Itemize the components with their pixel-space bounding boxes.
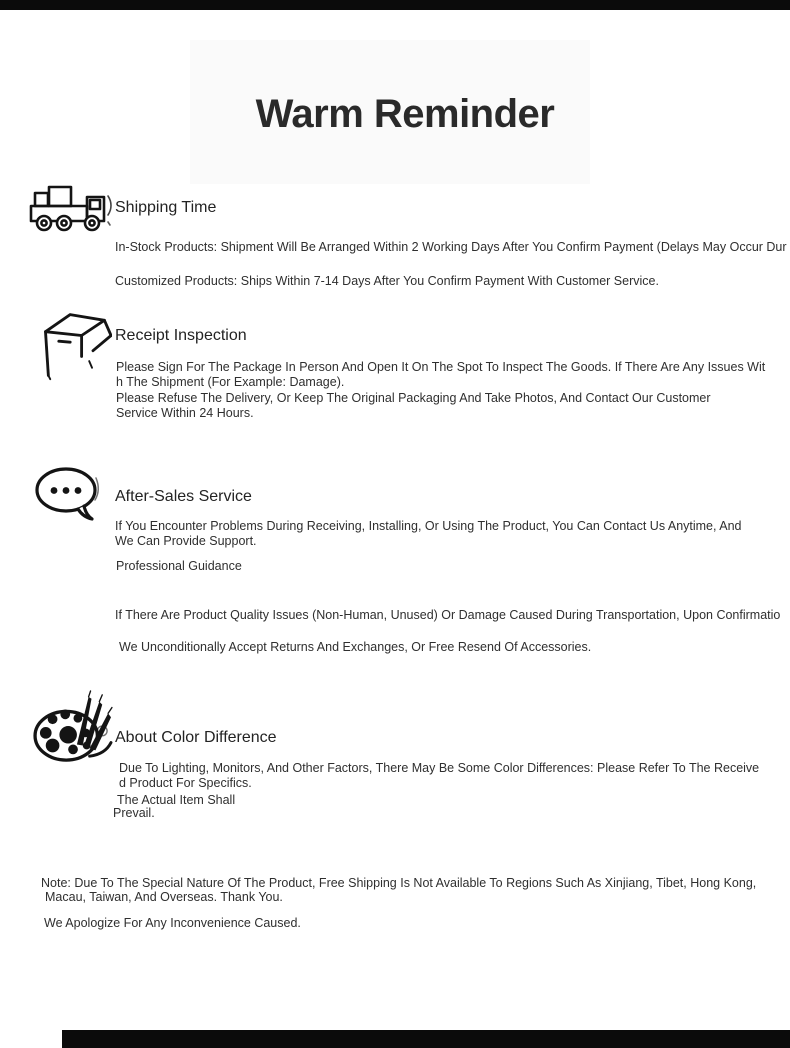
- footer-apology-line: We Apologize For Any Inconvenience Caused.: [44, 916, 301, 930]
- paint-palette-icon: [33, 690, 115, 764]
- color-difference-text-line: d Product For Specifics.: [119, 776, 252, 790]
- color-difference-text-line: Due To Lighting, Monitors, And Other Factors, There May Be Some Color Differences: Please Refer To The Receive: [119, 761, 760, 775]
- section-heading-after-sales-service: After-Sales Service: [115, 488, 252, 505]
- after-sales-text-line: We Can Provide Support.: [115, 534, 257, 548]
- shipping-time-text-line: In-Stock Products: Shipment Will Be Arranged Within 2 Working Days After You Confirm Payment (Delays May Occur Dur: [115, 240, 787, 254]
- delivery-truck-icon: [28, 182, 112, 234]
- after-sales-text-line: If You Encounter Problems During Receiving, Installing, Or Using The Product, You Can Contact Us Anytime, And: [115, 519, 742, 533]
- top-black-bar: [0, 0, 790, 10]
- footer-note-line: Note: Due To The Special Nature Of The Product, Free Shipping Is Not Available To Regions Such As Xinjiang, Tibet, Hong Kong,: [41, 876, 757, 890]
- after-sales-text-line: If There Are Product Quality Issues (Non-Human, Unused) Or Damage Caused During Transportation, Upon Confirmatio: [115, 608, 781, 622]
- receipt-inspection-text-line: h The Shipment (For Example: Damage).: [116, 375, 345, 389]
- after-sales-text-line: We Unconditionally Accept Returns And Exchanges, Or Free Resend Of Accessories.: [119, 640, 592, 654]
- package-box-icon: [36, 306, 112, 384]
- section-heading-receipt-inspection: Receipt Inspection: [115, 327, 247, 344]
- receipt-inspection-text-line: Please Sign For The Package In Person And Open It On The Spot To Inspect The Goods. If There Are Any Issues Wit: [116, 360, 766, 374]
- receipt-inspection-text-line: Service Within 24 Hours.: [116, 406, 254, 420]
- section-heading-about-color-difference: About Color Difference: [115, 729, 277, 746]
- color-difference-text-line: Prevail.: [113, 806, 155, 820]
- bottom-black-bar: [62, 1030, 790, 1048]
- shipping-time-text-line: Customized Products: Ships Within 7-14 Days After You Confirm Payment With Customer Service.: [115, 274, 659, 288]
- page-title: Warm Reminder: [255, 92, 555, 136]
- after-sales-text-line: Professional Guidance: [116, 559, 242, 573]
- color-difference-text-line: The Actual Item Shall: [117, 793, 236, 807]
- chat-bubble-icon: [33, 465, 103, 521]
- section-heading-shipping-time: Shipping Time: [115, 199, 217, 216]
- receipt-inspection-text-line: Please Refuse The Delivery, Or Keep The Original Packaging And Take Photos, And Contact Our Customer: [116, 391, 711, 405]
- footer-note-line: Macau, Taiwan, And Overseas. Thank You.: [45, 890, 283, 904]
